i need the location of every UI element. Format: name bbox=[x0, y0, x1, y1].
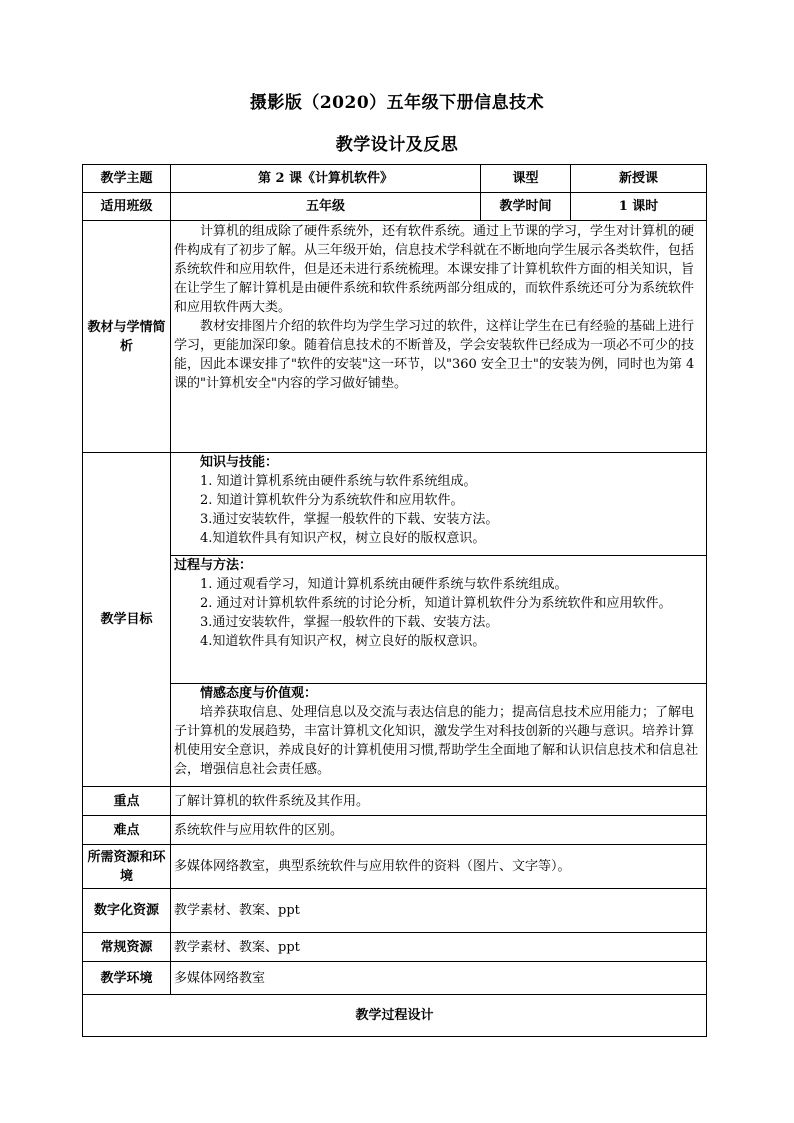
label-difficulty: 难点 bbox=[83, 816, 171, 845]
value-key: 了解计算机的软件系统及其作用。 bbox=[171, 787, 707, 816]
label-time: 教学时间 bbox=[481, 193, 571, 221]
process-item: 1. 通过观看学习，知道计算机系统由硬件系统与软件系统组成。 bbox=[200, 577, 568, 592]
process-heading: 过程与方法： bbox=[174, 558, 253, 573]
document-title: 摄影版（2020）五年级下册信息技术 bbox=[249, 93, 545, 113]
value-topic: 第 2 课《计算机软件》 bbox=[171, 165, 481, 193]
table-row-environment bbox=[83, 962, 707, 995]
process-design-heading: 教学过程设计 bbox=[83, 995, 707, 1037]
process-item: 4.知道软件具有知识产权，树立良好的版权意识。 bbox=[200, 634, 486, 649]
emotion-heading: 情感态度与价值观： bbox=[200, 686, 318, 701]
knowledge-item: 1. 知道计算机系统由硬件系统与软件系统组成。 bbox=[200, 474, 477, 489]
document-subtitle: 教学设计及反思 bbox=[335, 135, 459, 155]
table-row-goals-emotion bbox=[83, 684, 707, 787]
label-class: 适用班级 bbox=[83, 193, 171, 221]
label-analysis: 教材与学情简析 bbox=[83, 221, 171, 453]
table-row-regular bbox=[83, 933, 707, 962]
table-row-class bbox=[83, 193, 707, 221]
value-resources: 多媒体网络教室，典型系统软件与应用软件的资料（图片、文字等）。 bbox=[171, 845, 707, 889]
value-time: 1 课时 bbox=[571, 193, 707, 221]
value-environment: 多媒体网络教室 bbox=[171, 962, 707, 995]
label-goals: 教学目标 bbox=[83, 453, 171, 787]
goals-emotion bbox=[171, 684, 707, 787]
value-difficulty: 系统软件与应用软件的区别。 bbox=[171, 816, 707, 845]
process-item: 2. 通过对计算机软件系统的讨论分析，知道计算机软件分为系统软件和应用软件。 bbox=[200, 596, 672, 611]
goals-process bbox=[171, 556, 707, 684]
label-topic: 教学主题 bbox=[83, 165, 171, 193]
analysis-paragraph-1: 计算机的组成除了硬件系统外，还有软件系统。通过上节课的学习，学生对计算机的硬件构成有了初步了解。从三年级开始，信息技术学科就在不断地向学生展示各类软件，包括系统软件和应用软件，但是还未进行系统梳理。本课安排了计算机软件方面的相关知识，旨在让学生了解计算机是由硬件系统和软件系统两部分组成的，而软件系统还可分为系统软件和应用软件两大类。 bbox=[174, 224, 695, 315]
value-digital: 教学素材、教案、ppt bbox=[171, 889, 707, 933]
table-row-difficulty bbox=[83, 816, 707, 845]
knowledge-item: 3.通过安装软件，掌握一般软件的下载、安装方法。 bbox=[200, 512, 499, 527]
value-class: 五年级 bbox=[171, 193, 481, 221]
table-row-goals-knowledge bbox=[83, 453, 707, 556]
table-row-key bbox=[83, 787, 707, 816]
label-type: 课型 bbox=[481, 165, 571, 193]
label-resources: 所需资源和环境 bbox=[83, 845, 171, 889]
table-row-analysis bbox=[83, 221, 707, 453]
table-row-goals-process bbox=[83, 556, 707, 684]
knowledge-heading: 知识与技能： bbox=[200, 455, 279, 470]
emotion-text: 培养获取信息、处理信息以及交流与表达信息的能力；提高信息技术应用能力；了解电子计算机的发展趋势，丰富计算机文化知识，激发学生对科技创新的兴趣与意识。培养计算机使用安全意识，养成良好的计算机使用习惯,帮助学生全面地了解和认识信息技术和信息社会，增强信息社会责任感。 bbox=[174, 705, 699, 777]
knowledge-item: 2. 知道计算机软件分为系统软件和应用软件。 bbox=[200, 493, 464, 508]
value-regular: 教学素材、教案、ppt bbox=[171, 933, 707, 962]
knowledge-item: 4.知道软件具有知识产权，树立良好的版权意识。 bbox=[200, 531, 486, 546]
table-row-topic bbox=[83, 165, 707, 193]
table-row-resources bbox=[83, 845, 707, 889]
goals-knowledge bbox=[171, 453, 707, 556]
label-key: 重点 bbox=[83, 787, 171, 816]
label-digital: 数字化资源 bbox=[83, 889, 171, 933]
value-type: 新授课 bbox=[571, 165, 707, 193]
process-item: 3.通过安装软件，掌握一般软件的下载、安装方法。 bbox=[200, 615, 499, 630]
label-environment: 教学环境 bbox=[83, 962, 171, 995]
table-row-digital bbox=[83, 889, 707, 933]
label-regular: 常规资源 bbox=[83, 933, 171, 962]
analysis-content bbox=[171, 221, 707, 453]
table-row-process-design bbox=[83, 995, 707, 1037]
lesson-plan-table bbox=[82, 164, 707, 1037]
analysis-paragraph-2: 教材安排图片介绍的软件均为学生学习过的软件，这样让学生在已有经验的基础上进行学习，更能加深印象。随着信息技术的不断普及，学会安装软件已经成为一项必不可少的技能，因此本课安排了"软件的安装"这一环节，以"360 安全卫士"的安装为例，同时也为第 4 课的"计算机安全"内容的学习做好铺垫。 bbox=[174, 319, 695, 391]
